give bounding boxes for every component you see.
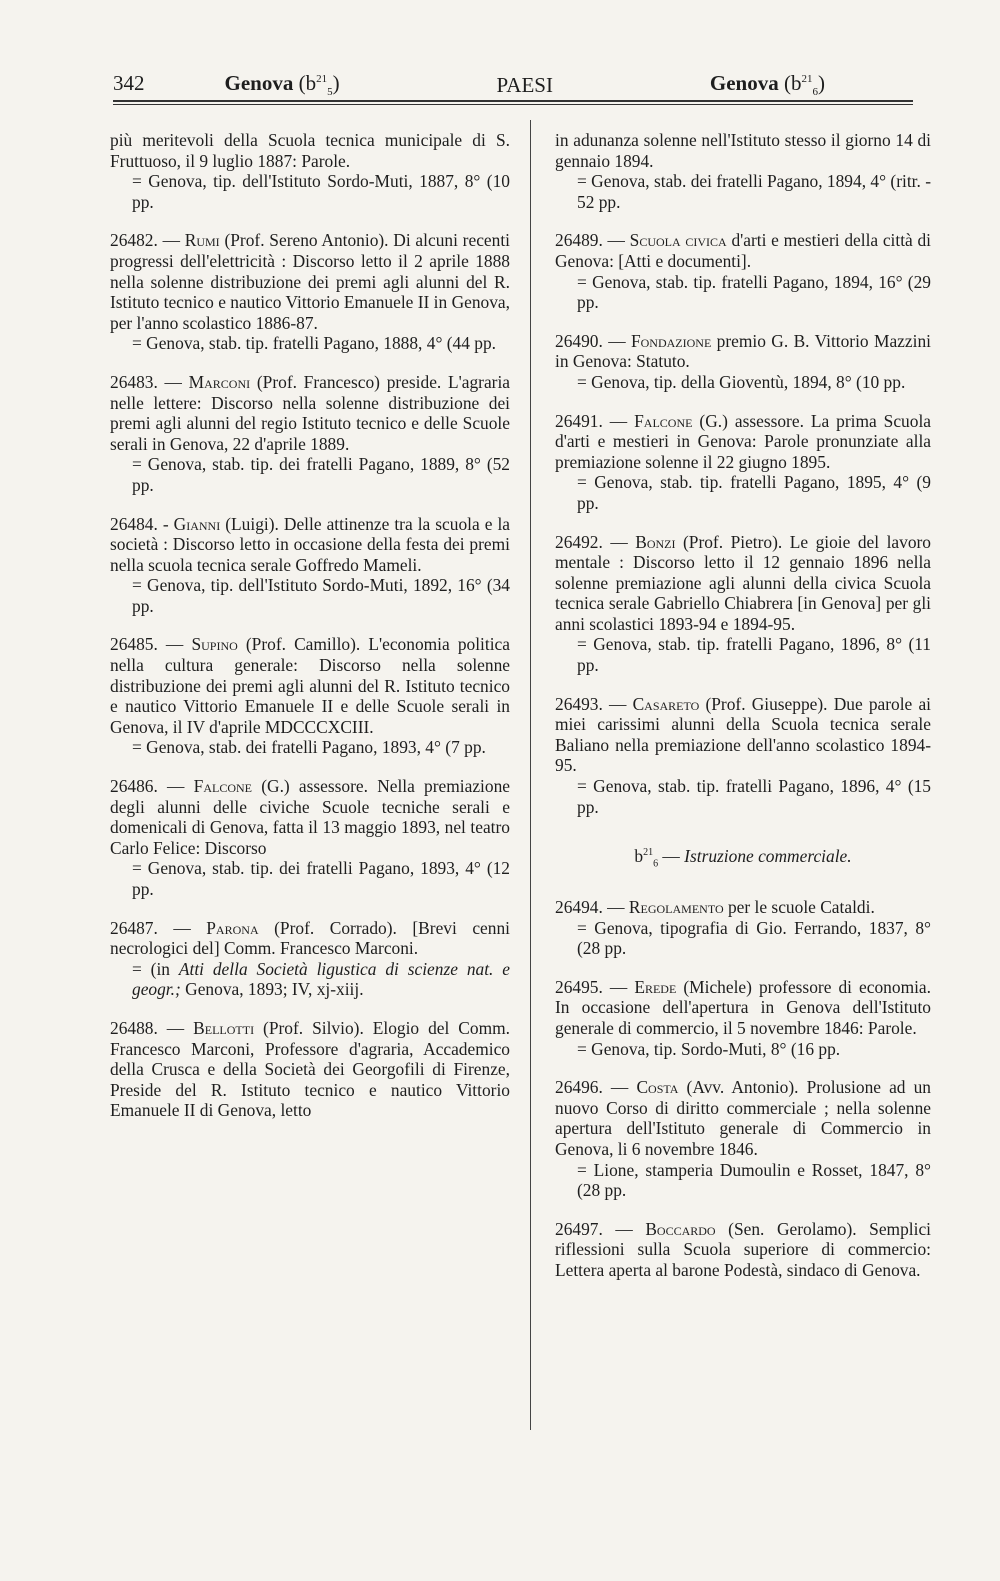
left-title-sup: 21 (316, 72, 328, 85)
entry-text: (Prof. Camillo). L'economia politica nella cultura generale: Discorso nella solenne distribuzione dei premi agli alunni del R. Istituto tecnico e nautico Vittorio Emanuele II e delle Scuole serali in Genova, il IV d'aprile MDCCCXCIII. (110, 634, 510, 737)
section-heading (555, 843, 931, 875)
entry-number: 26495. — (555, 976, 628, 997)
entry-author: Gianni (173, 513, 221, 534)
section-sub: 6 (653, 858, 659, 870)
entry-number: 26484. - (110, 513, 169, 534)
entry-author: Rumi (184, 230, 220, 251)
entry-26487 (110, 918, 510, 1000)
right-title-city: Genova (709, 70, 779, 95)
entry-publication: = Genova, tip. Sordo-Muti, 8° (16 pp. (577, 1038, 841, 1059)
entry-26485 (110, 634, 510, 758)
column-divider (530, 120, 531, 1430)
entry-publication (110, 959, 510, 1000)
entry-number: 26486. — (110, 776, 185, 797)
entry-author: Regolamento (628, 897, 724, 918)
entry-number: 26483. — (110, 371, 182, 392)
section-dash: — (658, 846, 685, 867)
section-title: Istruzione commerciale. (684, 846, 852, 867)
entry-author: Costa (636, 1077, 679, 1098)
entry-number: 26487. — (110, 917, 191, 938)
left-title-close: ) (332, 70, 340, 95)
entry-text: (G.) assessore. Nella premiazione degli alunni delle civiche Scuole tecniche serali e domenicali di Genova, fatta il 13 maggio 1893, nel teatro Carlo Felice: Discorso (110, 776, 511, 858)
entry-number: 26489. — (555, 230, 625, 251)
entry-author: Scuola civica (629, 230, 727, 251)
entry-text: (Michele) professore di economia. In occasione dell'apertura in Genova dell'Istituto generale di commercio, il 5 novembre 1846: Parole. (555, 976, 931, 1039)
entry-author: Marconi (188, 371, 251, 392)
entry-number: 26497. — (555, 1218, 633, 1239)
publication-prefix: = (in (132, 958, 170, 979)
right-column (555, 130, 931, 1299)
entry-text: (Prof. Francesco) preside. L'agraria nelle lettere: Discorso nella solenne distribuzione dei premi agli alunni del regio Istituto tecnico e delle Scuole serali in Genova, 22 d'aprile 1889. (110, 371, 511, 454)
right-running-title (710, 71, 825, 98)
header-rule-thin (113, 104, 913, 105)
entry-26495 (555, 977, 931, 1059)
entry-publication: = Genova, tip. dell'Istituto Sordo-Muti, 1892, 16° (34 pp. (132, 575, 510, 616)
entry-number: 26488. — (110, 1017, 185, 1038)
entry-number: 26492. — (555, 531, 628, 552)
entry-author: Falcone (634, 410, 693, 431)
entry-26484 (110, 514, 510, 617)
entry-author: Fondazione (630, 330, 712, 351)
entry-number: 26493. — (555, 693, 627, 714)
entry-author: Casareto (632, 693, 700, 714)
entry-text: più meritevoli della Scuola tecnica municipale di S. Fruttuoso, il 9 luglio 1887: Parole. (110, 130, 510, 171)
entry-text: (Sen. Gerolamo). Semplici riflessioni sulla Scuola superiore di commercio: Lettera aperta al barone Podestà, sindaco di Genova. (555, 1218, 931, 1280)
entry-text: (Prof. Pietro). Le gioie del lavoro mentale : Discorso letto il 12 gennaio 1896 nella solenne premiazione agli alunni della civica Scuola tecnica serale Gabriello Chiabrera [in Genova] per gli anni scolastici 1893-94 e 1894-95. (555, 531, 932, 634)
entry-author: Bellotti (193, 1017, 255, 1038)
entry-text: (Avv. Antonio). Prolusione ad un nuovo Corso di diritto commerciale ; nella solenne apertura dell'Istituto generale di Commercio in Genova, li 6 novembre 1846. (555, 1077, 931, 1160)
entry-publication: = Genova, stab. tip. fratelli Pagano, 1896, 4° (15 pp. (577, 776, 931, 817)
entry-author: Erede (634, 976, 677, 997)
entry-publication: = Genova, stab. tip. fratelli Pagano, 1895, 4° (9 pp. (577, 472, 931, 513)
section-sup: 21 (643, 847, 654, 859)
entry-publication: = Genova, stab. dei fratelli Pagano, 1894, 4° (ritr. - 52 pp. (577, 171, 931, 212)
entry-text: per le scuole Cataldi. (727, 897, 875, 918)
header-center: PAESI (496, 73, 553, 97)
entry-publication: = Genova, stab. tip. fratelli Pagano, 1894, 16° (29 pp. (577, 271, 931, 313)
entry-number: 26490. — (555, 330, 626, 351)
entry-26482 (110, 230, 510, 354)
page-number: 342 (113, 70, 145, 95)
entry-publication: = Genova, stab. tip. fratelli Pagano, 1896, 8° (11 pp. (577, 634, 931, 676)
entry-text: in adunanza solenne nell'Istituto stesso il giorno 14 di gennaio 1894. (555, 130, 931, 171)
entry-text: (G.) assessore. La prima Scuola d'arti e mestieri in Genova: Parole pronunziate alla premiazione solenne il 22 giugno 1895. (555, 410, 931, 472)
left-column (110, 130, 510, 1139)
entry-publication: = Genova, tipografia di Gio. Ferrando, 1837, 8° (28 pp. (577, 917, 931, 959)
entry-number: 26485. — (110, 634, 184, 655)
section-code: b (634, 846, 644, 867)
entry-26492 (555, 532, 931, 676)
entry-text: d'arti e mestieri della città di Genova: [Atti e documenti]. (555, 230, 932, 271)
entry-author: Falcone (193, 776, 252, 797)
entry-text: (Prof. Giuseppe). Due parole ai miei carissimi alunni della Scuola tecnica serale Baliano nella premiazione dell'anno scolastico 1894-95. (555, 693, 931, 776)
right-title-close: ) (817, 70, 825, 95)
entry-number: 26482. — (110, 230, 180, 251)
entry-text: (Luigi). Delle attinenze tra la scuola e la società : Discorso letto in occasione della festa dei premi nella scuola tecnica serale Goffredo Mameli. (110, 513, 510, 575)
entry-publication: = Genova, stab. tip. dei fratelli Pagano, 1893, 4° (12 pp. (132, 858, 510, 899)
entry-author: Parona (206, 917, 259, 938)
entry-author: Bonzi (635, 531, 676, 552)
entry-number: 26491. — (555, 410, 628, 431)
entry-publication: = Genova, tip. della Gioventù, 1894, 8° (10 pp. (577, 371, 906, 392)
entry-26488-continued (555, 130, 931, 212)
publication-details: Genova, 1893; IV, xj-xiij. (185, 979, 364, 1000)
entry-26496 (555, 1077, 931, 1201)
left-running-title (225, 71, 340, 98)
entry-26491 (555, 411, 931, 514)
right-title-sup: 21 (801, 72, 813, 85)
running-header (113, 62, 825, 98)
entry-publication: = Genova, stab. dei fratelli Pagano, 1893, 4° (7 pp. (132, 737, 486, 758)
left-title-sub: 5 (327, 86, 333, 98)
entry-publication: = Genova, stab. tip. fratelli Pagano, 1888, 4° (44 pp. (132, 333, 497, 354)
header-left (113, 71, 340, 98)
entry-text: (Prof. Sereno Antonio). Di alcuni recenti progressi dell'elettricità : Discorso letto il 2 aprile 1888 nella solenne distribuzione dei premi agli alunni del R. Istituto tecnico e nautico Vittorio Emanuele II in Genova, per l'anno scolastico 1886-87. (110, 230, 510, 333)
entry-publication: = Genova, stab. tip. dei fratelli Pagano, 1889, 8° (52 pp. (132, 454, 510, 495)
entry-26493 (555, 694, 931, 818)
entry-publication: = Genova, tip. dell'Istituto Sordo-Muti, 1887, 8° (10 pp. (132, 171, 510, 212)
left-title-label: (b (298, 70, 317, 95)
entry-26494 (555, 897, 931, 959)
entry-26486 (110, 776, 510, 900)
entry-26497 (555, 1219, 931, 1281)
entry-number: 26494. — (555, 897, 625, 918)
left-title-city: Genova (224, 70, 294, 95)
entry-text: (Prof. Silvio). Elogio del Comm. Francesco Marconi, Professore d'agraria, Accademico della Crusca e della Società dei Georgofili di Firenze, Preside del R. Istituto tecnico e nautico Vittorio Emanuele II di Genova, letto (110, 1017, 510, 1121)
entry-26488 (110, 1018, 510, 1121)
entry-26490 (555, 331, 931, 393)
entry-publication: = Lione, stamperia Dumoulin e Rosset, 1847, 8° (28 pp. (577, 1159, 931, 1201)
entry-26489 (555, 230, 931, 312)
entry-continued (110, 130, 510, 212)
entry-number: 26496. — (555, 1077, 629, 1098)
right-title-sub: 6 (812, 86, 818, 98)
header-rule-thick (113, 100, 913, 102)
journal-title: Atti della Società ligustica di scienze nat. e geogr.; (132, 958, 510, 1000)
right-title-label: (b (783, 70, 802, 95)
entry-text: premio G. B. Vittorio Mazzini in Genova: Statuto. (555, 330, 931, 372)
entry-author: Supino (191, 634, 238, 655)
entry-author: Boccardo (645, 1218, 716, 1239)
entry-text: (Prof. Corrado). [Brevi cenni necrologici del] Comm. Francesco Marconi. (110, 917, 510, 959)
entry-26483 (110, 372, 510, 496)
